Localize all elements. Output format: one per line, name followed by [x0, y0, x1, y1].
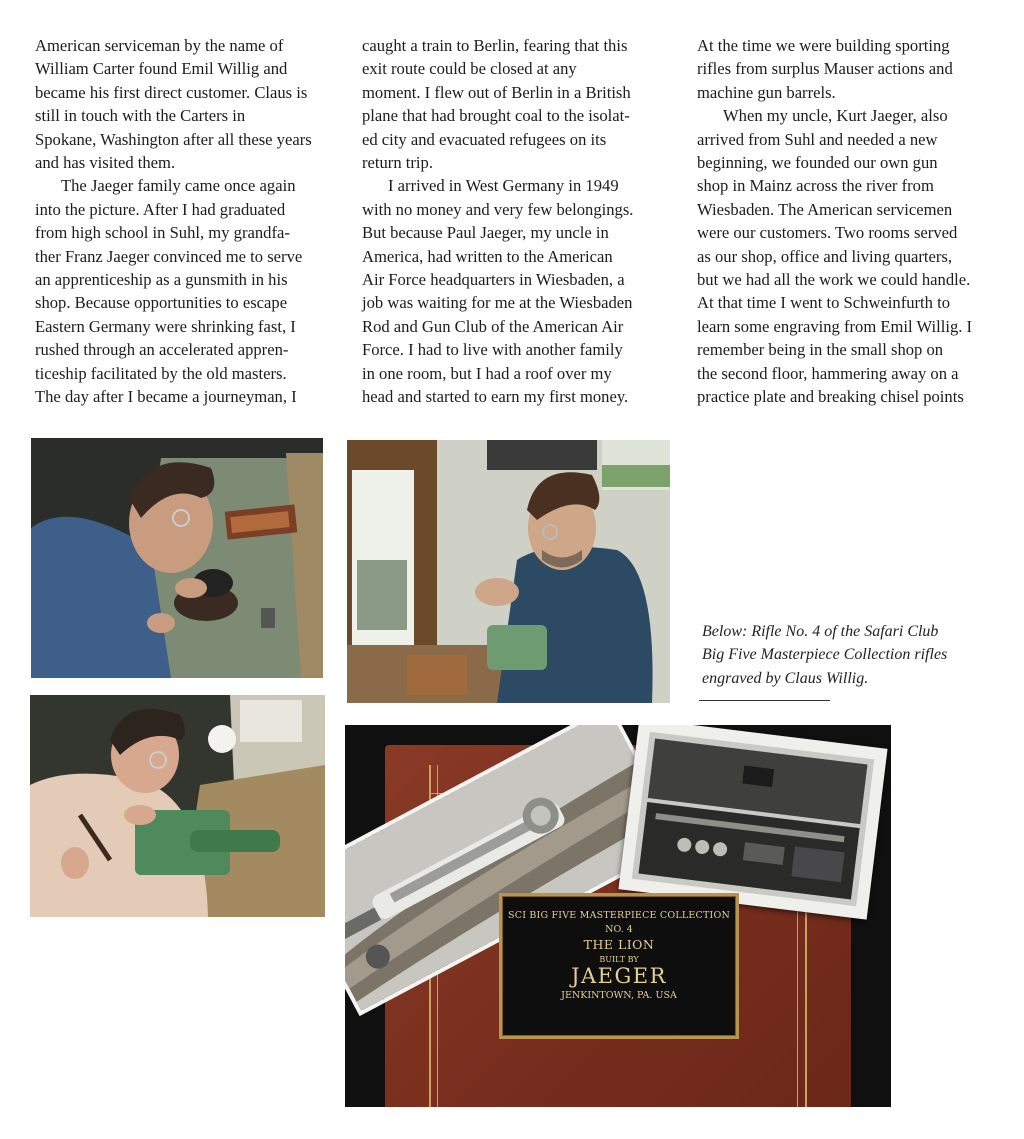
caption-line: Below: Rifle No. 4 of the Safari Club [702, 623, 939, 640]
text-line: an apprenticeship as a gunsmith in his [35, 270, 288, 290]
engraver-at-window-photo [347, 440, 670, 703]
paragraph [362, 174, 657, 408]
text-line: Rod and Gun Club of the American Air [362, 316, 624, 336]
text-line: But because Paul Jaeger, my uncle in [362, 223, 609, 243]
text-line: but we had all the work we could handle. [697, 270, 971, 290]
text-line: American serviceman by the name of [35, 36, 284, 55]
caption-line: engraved by Claus Willig. [702, 669, 869, 687]
text-line: head and started to earn my first money. [362, 387, 629, 407]
text-line: Force. I had to live with another family [362, 340, 623, 360]
text-line: ed city and evacuated refugees on its [362, 129, 607, 149]
text-line: At the time we were building sporting [697, 36, 950, 55]
text-line: learn some engraving from Emil Willig. I [697, 316, 973, 336]
engraver-hammering-photo [30, 695, 325, 917]
text-line: arrived from Suhl and needed a new [697, 129, 938, 149]
text-line: Eastern Germany were shrinking fast, I [35, 316, 296, 336]
paragraph [35, 34, 330, 174]
text-line: into the picture. After I had graduated [35, 199, 286, 219]
text-line: I arrived in West Germany in 1949 [388, 176, 619, 196]
text-line: Air Force headquarters in Wiesbaden, a [362, 270, 625, 290]
engraver-at-bench-photo [31, 438, 323, 678]
text-line: When my uncle, Kurt Jaeger, also [723, 106, 948, 126]
text-line: return trip. [362, 153, 433, 173]
text-line: in one room, but I had a roof over my [362, 363, 612, 383]
text-line: Wiesbaden. The American servicemen [697, 199, 953, 219]
text-line: shop. Because opportunities to escape [35, 293, 288, 313]
article-column-3 [697, 34, 1002, 409]
photo-caption [702, 620, 992, 690]
text-line: practice plate and breaking chisel points [697, 387, 964, 407]
text-line: shop in Mainz across the river from [697, 176, 934, 196]
text-line: Spokane, Washington after all these years [35, 129, 312, 149]
caption-line: Big Five Masterpiece Collection rifles [702, 646, 948, 664]
text-line: moment. I flew out of Berlin in a British [362, 82, 631, 102]
rifle-collection-photo [345, 725, 891, 1107]
text-line: from high school in Suhl, my grandfa- [35, 223, 290, 243]
caption-rule [699, 700, 830, 701]
text-line: job was waiting for me at the Wiesbaden [362, 293, 633, 313]
text-line: rifles from surplus Mauser actions and [697, 59, 953, 79]
paragraph [697, 34, 1002, 104]
text-line: exit route could be closed at any [362, 59, 577, 79]
text-line: The Jaeger family came once again [61, 176, 296, 196]
text-line: machine gun barrels. [697, 82, 836, 102]
paragraph [35, 174, 330, 408]
collection-plaque [499, 893, 739, 1039]
text-line: beginning, we founded our own gun [697, 153, 938, 173]
text-line: ticeship facilitated by the old masters. [35, 363, 287, 383]
text-line: rushed through an accelerated appren- [35, 340, 289, 360]
plaque-line: JENKINTOWN, PA. USA [561, 990, 677, 1001]
text-line: At that time I went to Schweinfurth to [697, 293, 951, 313]
text-line: and has visited them. [35, 153, 176, 173]
plaque-line: THE LION [583, 937, 655, 952]
paragraph [362, 34, 657, 174]
gun-case-photo [618, 725, 887, 920]
text-line: became his first direct customer. Claus is [35, 82, 308, 102]
text-line: ther Franz Jaeger convinced me to serve [35, 246, 303, 266]
paragraph [697, 104, 1002, 408]
text-line: The day after I became a journeyman, I [35, 387, 297, 407]
text-line: were our customers. Two rooms served [697, 223, 958, 243]
text-line: the second floor, hammering away on a [697, 363, 959, 383]
text-line: caught a train to Berlin, fearing that this [362, 36, 628, 55]
plaque-line: SCI BIG FIVE MASTERPIECE COLLECTION [508, 910, 730, 921]
article-column-1 [35, 34, 330, 409]
text-line: plane that had brought coal to the isolat- [362, 106, 630, 126]
plaque-line: NO. 4 [605, 924, 633, 935]
text-line: still in touch with the Carters in [35, 106, 246, 126]
text-line: with no money and very few belongings. [362, 199, 634, 219]
text-line: as our shop, office and living quarters, [697, 246, 952, 266]
text-line: America, had written to the American [362, 246, 613, 266]
text-line: remember being in the small shop on [697, 340, 944, 360]
plaque-line: BUILT BY [599, 955, 639, 964]
article-column-2 [362, 34, 657, 409]
plaque-line: JAEGER [571, 964, 667, 988]
text-line: William Carter found Emil Willig and [35, 59, 288, 79]
